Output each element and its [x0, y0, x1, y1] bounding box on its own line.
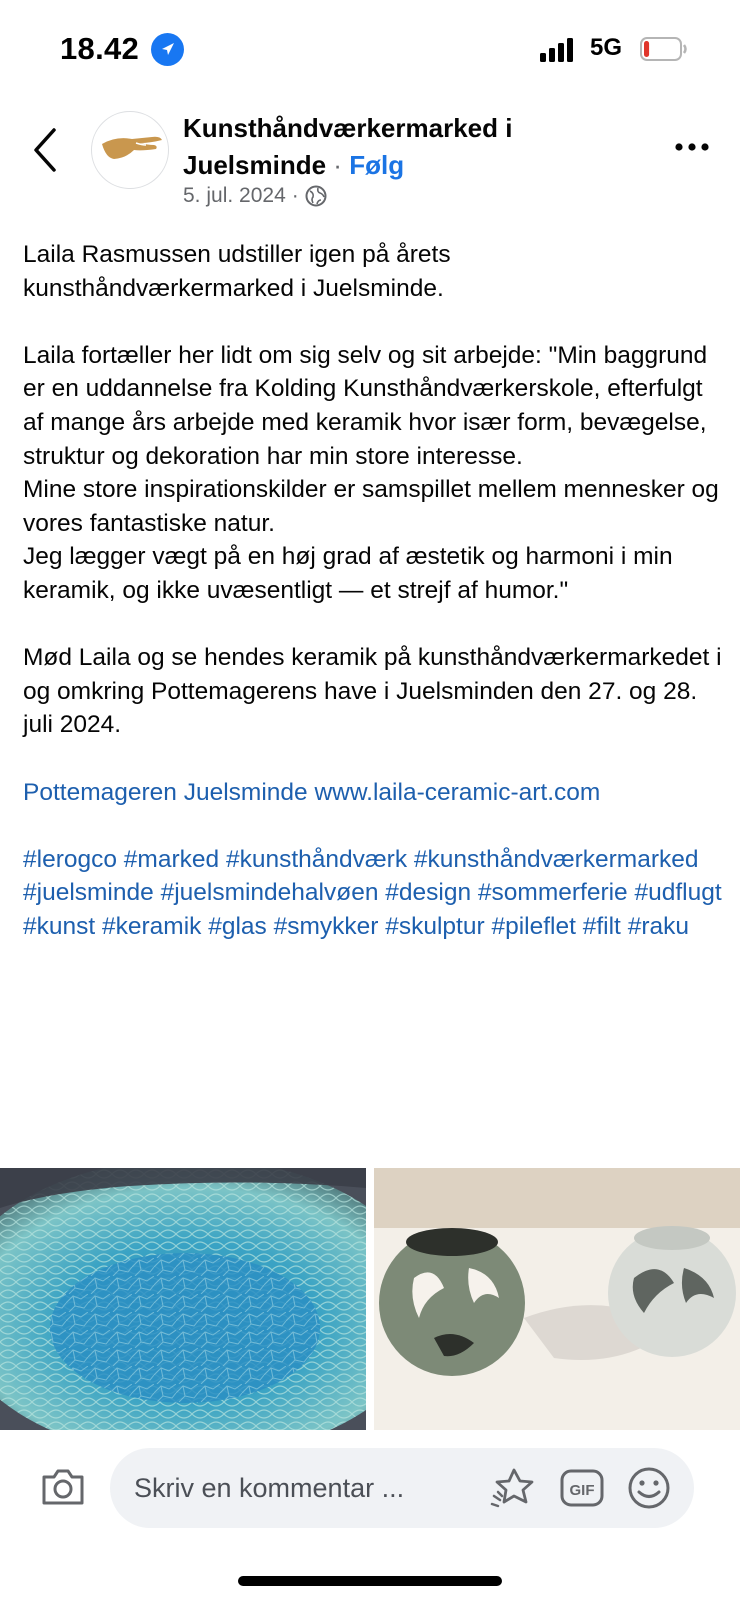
back-button[interactable]: [28, 126, 64, 174]
page-avatar[interactable]: [91, 111, 169, 189]
hashtag-link[interactable]: #glas: [208, 912, 267, 940]
signal-icon: [540, 38, 578, 62]
hashtag-link[interactable]: #filt: [582, 912, 621, 940]
gif-button[interactable]: [560, 1468, 604, 1508]
hashtag-link[interactable]: #design: [385, 879, 472, 907]
post-photo-ceramic-lanterns[interactable]: [374, 1168, 740, 1438]
hashtag-link[interactable]: #smykker: [273, 912, 379, 940]
hashtag-link[interactable]: #keramik: [102, 912, 202, 940]
camera-button[interactable]: [40, 1467, 86, 1507]
meta-separator: ·: [291, 184, 299, 207]
hashtag-link[interactable]: #sommerferie: [477, 879, 628, 907]
website-link[interactable]: www.laila-ceramic-art.com: [314, 778, 601, 806]
sticker-button[interactable]: [490, 1466, 536, 1510]
hashtag-link[interactable]: #udflugt: [634, 879, 722, 907]
hashtag-link[interactable]: #juelsminde: [23, 879, 154, 907]
hashtag-link[interactable]: #lerogco: [23, 845, 117, 873]
hashtag-link[interactable]: #raku: [627, 912, 689, 940]
comment-input[interactable]: [110, 1448, 694, 1528]
hashtag-list: [23, 843, 723, 944]
post-paragraph: Laila Rasmussen udstiller igen på årets kunsthåndværkermarked i Juelsminde.: [23, 241, 451, 302]
paragraph-gap: [23, 809, 723, 843]
post-meta: [183, 184, 327, 208]
network-type: 5G: [590, 34, 623, 61]
page-name[interactable]: Kunsthåndværkermarked i Juelsminde: [183, 113, 513, 180]
emoji-icon: [627, 1466, 671, 1510]
camera-icon: [40, 1467, 86, 1507]
follow-button[interactable]: Følg: [349, 150, 405, 180]
hashtag-link[interactable]: #kunsthåndværk: [225, 845, 408, 873]
paragraph-gap: [23, 742, 723, 776]
battery-low-icon: [640, 37, 688, 61]
post-date[interactable]: 5. jul. 2024: [183, 184, 286, 207]
globe-icon: [305, 185, 327, 207]
status-time: 18.42: [60, 31, 140, 66]
paragraph-gap: [23, 305, 723, 339]
post-body: [23, 238, 723, 943]
hand-logo-icon: [92, 112, 169, 189]
name-separator: ·: [333, 150, 342, 180]
hashtag-link[interactable]: #kunst: [23, 912, 96, 940]
post-links: [23, 776, 723, 810]
hashtag-link[interactable]: #pileflet: [491, 912, 576, 940]
more-options-button[interactable]: [673, 140, 713, 160]
gif-icon: [560, 1468, 604, 1508]
hashtag-link[interactable]: #kunsthåndværkermarked: [413, 845, 699, 873]
paragraph-gap: [23, 608, 723, 642]
hashtag-link[interactable]: #skulptur: [385, 912, 485, 940]
hashtag-link[interactable]: #marked: [123, 845, 220, 873]
page-name-line: [183, 110, 603, 184]
status-bar: [0, 0, 740, 100]
back-chevron-icon: [28, 126, 64, 174]
hashtag-link[interactable]: #juelsmindehalvøen: [160, 879, 379, 907]
emoji-button[interactable]: [627, 1466, 671, 1510]
post-paragraph: Mød Laila og se hendes keramik på kunsthåndværkermarkedet i og omkring Pottemagerens have i Juelsminden den 27. og 28. juli 2024.: [23, 644, 722, 739]
location-arrow-icon: [151, 33, 184, 66]
post-paragraph: Laila fortæller her lidt om sig selv og sit arbejde: "Min baggrund er en uddannelse fra Kolding Kunsthåndværkerskole, efterfulgt af mange års arbejde med keramik hvor især form, bevægelse, struktur og dekoration har min store interesse. Mine store inspirationskilder er samspillet mellem mennesker og vores fantastiske natur. Jeg lægger vægt på en høj grad af æstetik og harmoni i min keramik, og ikke uvæsentligt — et strejf af humor.": [23, 341, 719, 604]
home-indicator[interactable]: [238, 1576, 502, 1586]
gif-label: GIF: [569, 1482, 595, 1499]
post-photo-ceramic-dish[interactable]: [0, 1168, 366, 1438]
more-options-icon: [673, 140, 713, 160]
sticker-icon: [490, 1466, 536, 1510]
pottemageren-link[interactable]: Pottemageren Juelsminde: [23, 778, 308, 806]
